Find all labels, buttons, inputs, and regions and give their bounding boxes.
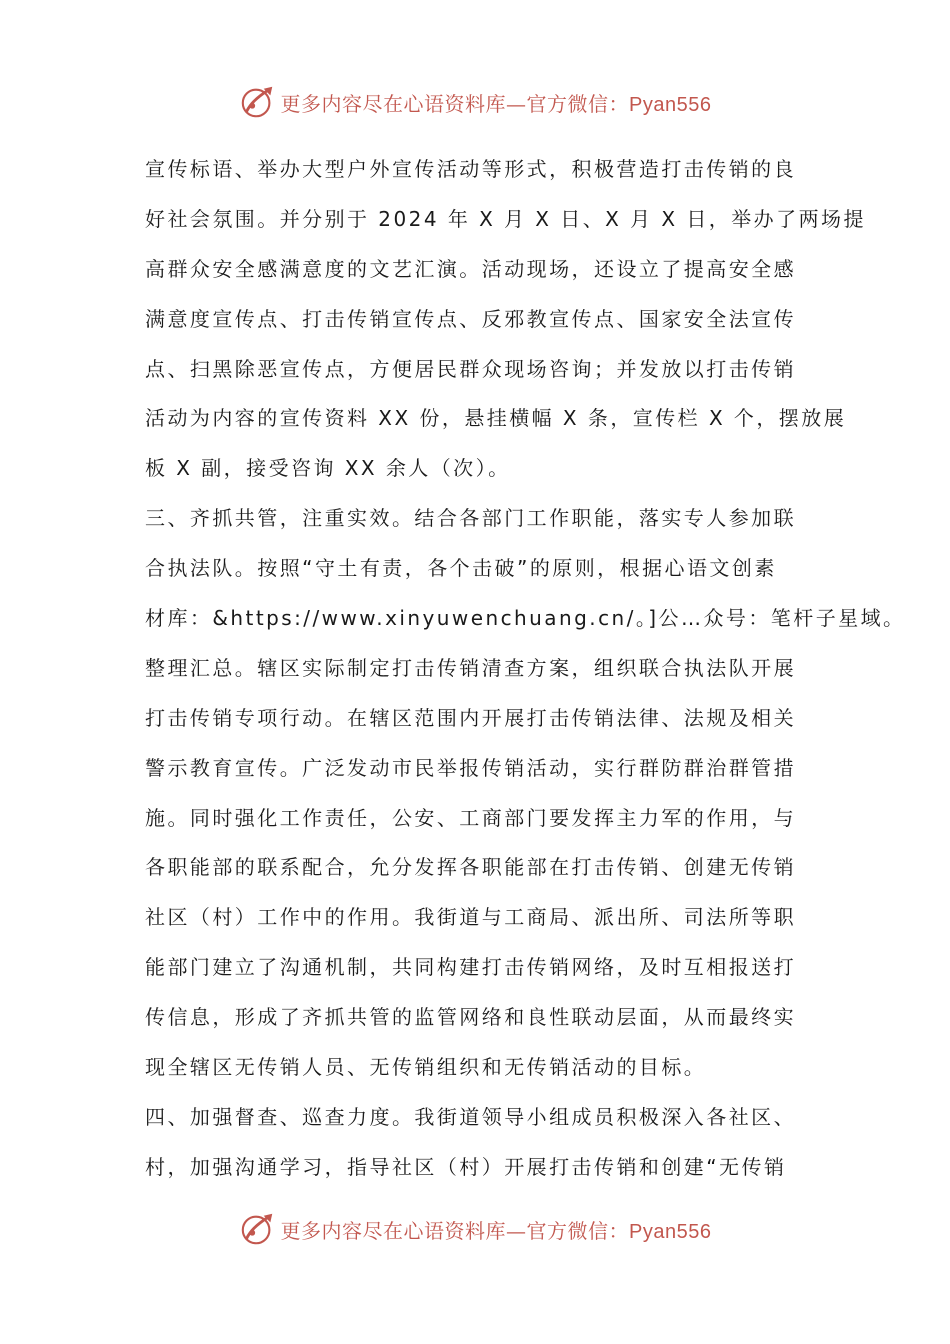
footer-watermark bbox=[0, 1207, 950, 1251]
pen-logo-icon bbox=[239, 83, 277, 121]
text-line: 点、扫黑除恶宣传点，方便居民群众现场咨询；并发放以打击传销 bbox=[145, 356, 797, 381]
text-line: 高群众安全感满意度的文艺汇演。活动现场，还设立了提高安全感 bbox=[145, 256, 797, 281]
text-line: 合执法队。按照“守土有责，各个击破”的原则，根据心语文创素 bbox=[145, 556, 777, 581]
section-heading-line: 三、齐抓共管，注重实效。结合各部门工作职能，落实专人参加联 bbox=[145, 506, 797, 531]
text-line: 宣传标语、举办大型户外宣传活动等形式，积极营造打击传销的良 bbox=[145, 157, 797, 181]
text-line: 村，加强沟通学习，指导社区（村）开展打击传销和创建“无传销 bbox=[145, 1154, 787, 1179]
text-line: 好社会氛围。并分别于 2024 年 X 月 X 日、X 月 X 日，举办了两场提 bbox=[145, 206, 866, 231]
header-watermark bbox=[0, 80, 950, 124]
watermark-text: 更多内容尽在心语资料库—官方微信：Pyan556 bbox=[280, 1218, 712, 1243]
watermark-text: 更多内容尽在心语资料库—官方微信：Pyan556 bbox=[280, 91, 712, 116]
section-heading-line: 四、加强督查、巡查力度。我街道领导小组成员积极深入各社区、 bbox=[145, 1104, 797, 1129]
text-line: 传信息，形成了齐抓共管的监管网络和良性联动层面，从而最终实 bbox=[145, 1005, 797, 1030]
text-line: 能部门建立了沟通机制，共同构建打击传销网络，及时互相报送打 bbox=[145, 955, 797, 980]
text-line: 满意度宣传点、打击传销宣传点、反邪教宣传点、国家安全法宣传 bbox=[145, 306, 797, 331]
text-line: 板 X 副，接受咨询 XX 余人（次）。 bbox=[145, 456, 511, 481]
pen-logo-icon bbox=[239, 1210, 277, 1248]
document-body bbox=[145, 145, 906, 1193]
text-line: 现全辖区无传销人员、无传销组织和无传销活动的目标。 bbox=[145, 1055, 707, 1080]
text-line: 社区（村）工作中的作用。我街道与工商局、派出所、司法所等职 bbox=[145, 905, 797, 930]
text-line: 活动为内容的宣传资料 XX 份，悬挂横幅 X 条，宣传栏 X 个，摆放展 bbox=[145, 406, 847, 431]
text-line: 警示教育宣传。广泛发动市民举报传销活动，实行群防群治群管措 bbox=[145, 755, 797, 780]
text-line: 各职能部的联系配合，允分发挥各职能部在打击传销、创建无传销 bbox=[145, 855, 797, 880]
text-line: 材库：&https://www.xinyuwenchuang.cn/。]公…众号：笔杆子星域。 bbox=[145, 606, 906, 631]
text-line: 施。同时强化工作责任，公安、工商部门要发挥主力军的作用，与 bbox=[145, 805, 797, 830]
text-line: 整理汇总。辖区实际制定打击传销清查方案，组织联合执法队开展 bbox=[145, 655, 797, 680]
text-line: 打击传销专项行动。在辖区范围内开展打击传销法律、法规及相关 bbox=[145, 705, 797, 730]
